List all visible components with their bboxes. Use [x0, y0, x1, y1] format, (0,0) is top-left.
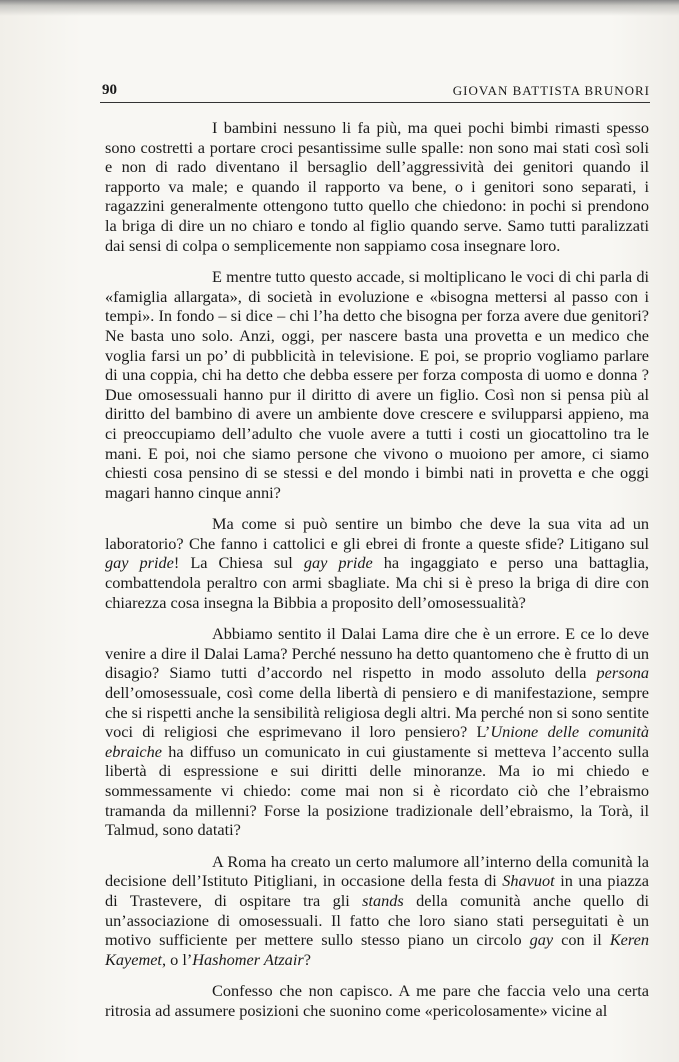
paragraph [105, 981, 649, 1020]
paragraph [105, 852, 649, 970]
running-head: GIOVAN BATTISTA BRUNORI [452, 83, 650, 98]
body-text [105, 118, 649, 1021]
text-run: ha ingaggiato e perso una battaglia, combattendola peraltro con armi sbagliate. Ma chi si è preso la briga di dire con chiarezza cosa insegna la Bibbia a proposito dell’omosessualità? [105, 553, 650, 612]
text-run: della comunità anche quello di un’associazione di omosessuali. Il fatto che loro siano stati perseguitati è un motivo sufficiente per mettere sullo stesso piano un circolo [105, 890, 649, 950]
italic-text-run: gay pride [303, 553, 373, 573]
text-run: E mentre tutto questo accade, si moltiplicano le voci di chi parla di «famiglia allargata», di società in evoluzione e «bisogna mettersi al passo con i tempi». In fondo – si dice – chi l’ha detto che bisogna per forza avere due genitori? Ne basta uno solo. Anzi, oggi, per nascere basta una provetta e un medico che voglia farsi un po’ di pubblicità in televisione. E poi, se proprio vogliamo parlare di una coppia, chi ha detto che debba essere per forza composta di uomo e donna ? Due omosessuali hanno pur il diritto di avere un figlio. Così non si pensa più al diritto del bambino di avere un ambiente dove crescere e svilupparsi appieno, ma ci preoccupiamo dell’adulto che vuole avere a tutti i costi un giocattolino tra le mani. E poi, noi che siamo persone che vivono o muoiono per amore, ci siamo chiesti cosa pensino di se stessi e del mondo i bimbi nati in provetta e che oggi magari hanno cinque anni? [105, 267, 649, 502]
page-number: 90 [102, 82, 117, 98]
text-run: ! La Chiesa sul [173, 553, 304, 573]
paragraph [105, 267, 649, 502]
scan-edge-shadow [0, 0, 679, 16]
italic-text-run: Unione delle comunità ebraiche [105, 722, 649, 761]
text-run: Confesso che non capisco. A me pare che faccia velo una certa ritrosia ad assumere posizioni che suonino come «pericolosamente» vicine al [105, 981, 649, 1020]
italic-text-run: Shavuot [502, 871, 555, 891]
text-run: I bambini nessuno li fa più, ma quei pochi bimbi rimasti spesso sono costretti a portare croci pesantissime sulle spalle: non sono mai stati così soli e non di rado diventano il bersaglio dell’aggressività dei genitori quando il rapporto va male; e quando il rapporto va bene, o i genitori sono separati, i ragazzini generalmente ottengono tutto quello che chiedono: in pochi si prendono la briga di dire un no chiaro e tondo al figlio quando serve. Samo tutti paralizzati dai sensi di colpa o semplicemente non sappiamo cosa insegnare loro. [105, 118, 649, 255]
text-run: Abbiamo sentito il Dalai Lama dire che è un errore. E ce lo deve venire a dire il Dalai Lama? Perché nessuno ha detto quantomeno che è frutto di un disagio? Siamo tutti d’accordo nel rispetto in modo assoluto della [105, 624, 649, 683]
italic-text-run: Keren Kayemet [105, 930, 649, 969]
italic-text-run: persona [596, 663, 649, 683]
paragraph [105, 624, 649, 840]
paragraph [105, 514, 649, 612]
text-run: con il [553, 930, 610, 950]
page-header [100, 76, 650, 103]
italic-text-run: gay pride [105, 553, 174, 573]
text-run: ha diffuso un comunicato in cui giustamente si metteva l’accento sulla libertà di espressione e sui diritti delle minoranze. Ma io mi chiedo e sommessamente vi chiedo: come mai non si è ricordato ciò che l’ebraismo tramanda da millenni? Forse la posizione tradizionale dell’ebraismo, la Torà, il Talmud, sono datati? [105, 741, 649, 840]
italic-text-run: Hashomer Atzair [192, 949, 304, 969]
text-run: Ma come si può sentire un bimbo che deve la sua vita ad un laboratorio? Che fanno i cattolici e gli ebrei di fronte a queste sfide? Litigano sul [105, 514, 649, 553]
text-run: ? [303, 949, 311, 969]
text-run: A Roma ha creato un certo malumore all’interno della comunità la decisione dell’Istituto Pitigliani, in occasione della festa di [105, 851, 649, 891]
text-run: dell’omosessuale, così come della libertà di pensiero e di manifestazione, sempre che si rispetti anche la sensibilità religiosa degli altri. Ma perché non si sono sentite voci di religiosi che esprimevano il loro pensiero? L’ [105, 683, 649, 742]
italic-text-run: gay [529, 930, 554, 950]
text-run: in una piazza di Trastevere, di ospitare tra gli [105, 871, 649, 910]
paragraph [105, 118, 649, 255]
text-run: , o l’ [161, 949, 193, 969]
italic-text-run: stands [362, 890, 404, 910]
